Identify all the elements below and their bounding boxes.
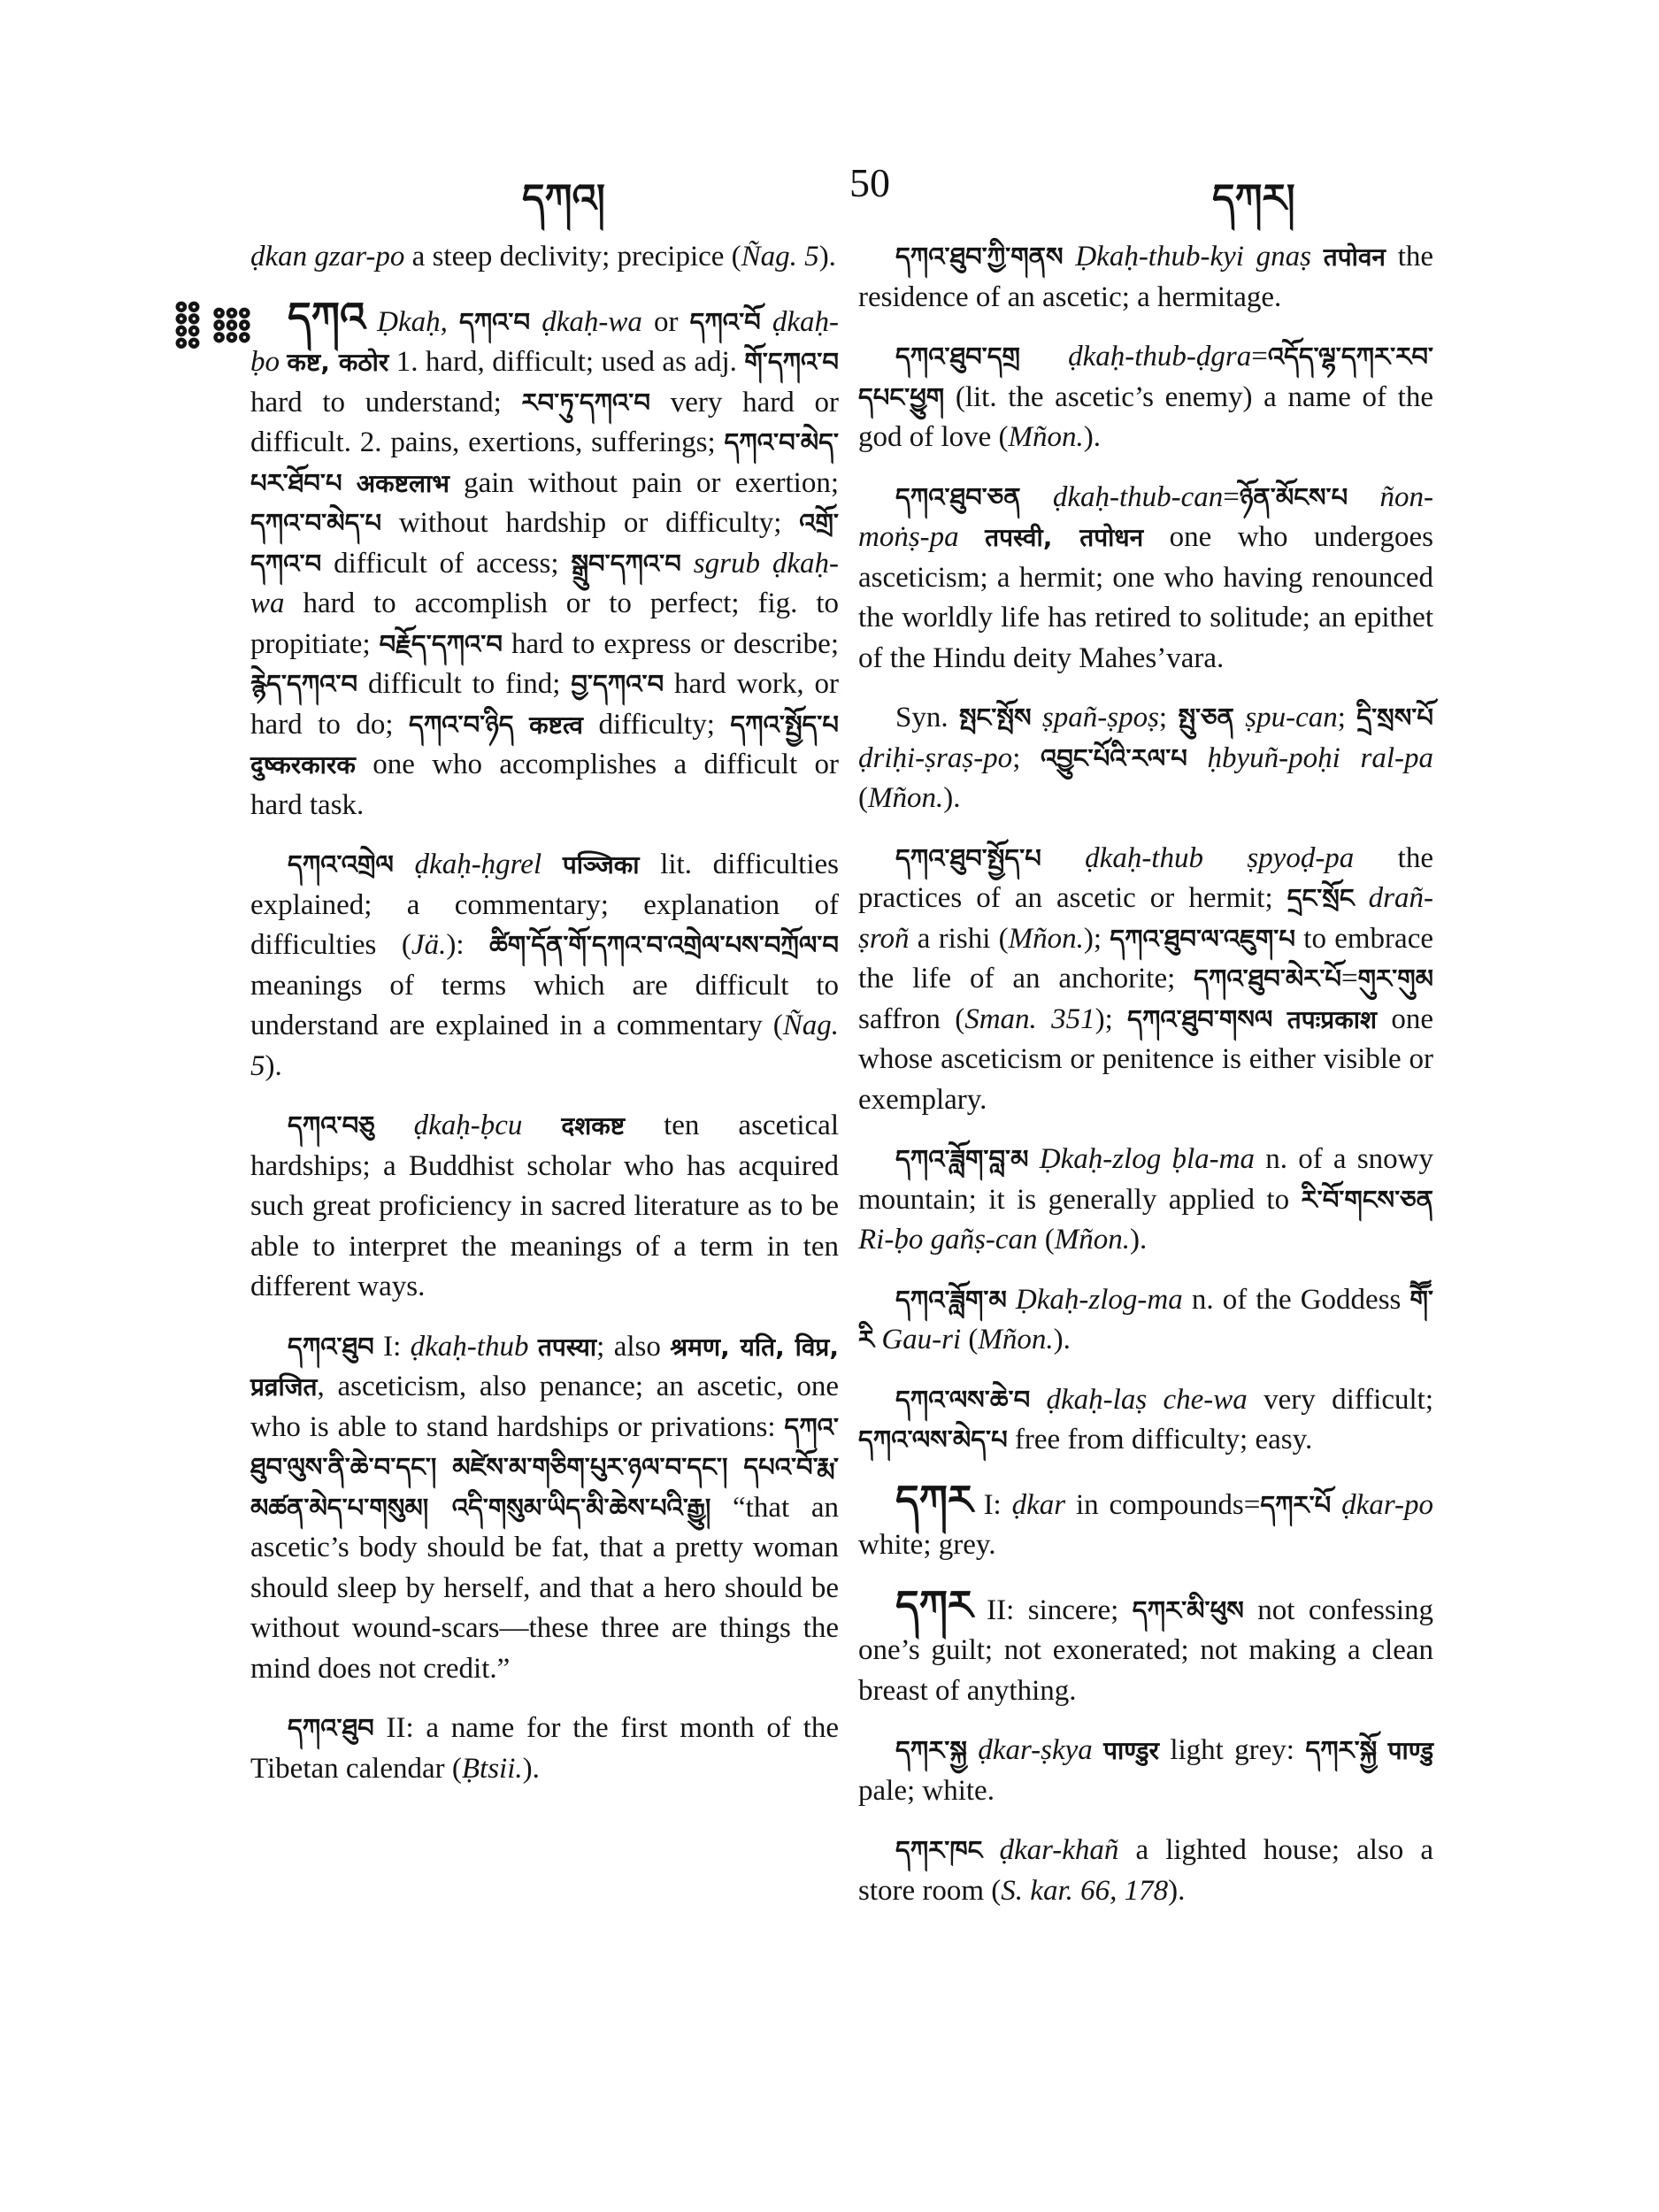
transliteration: ḍkaḥ-wa xyxy=(541,305,642,338)
tibetan-text: དཀའ་བཅུ xyxy=(288,1110,375,1141)
tibetan-text: འབྱུང་པོའི་རལ་པ xyxy=(1041,742,1187,773)
entry-text: or xyxy=(641,305,690,338)
sanskrit-text: दशकष्ट xyxy=(561,1111,626,1141)
transliteration: ḍriḥi-ṣraṣ-po xyxy=(858,741,1013,774)
entry-text: n. of the Goddess xyxy=(1182,1283,1410,1316)
source-reference: Mñon. xyxy=(1008,421,1084,453)
tibetan-text: དཀར་མི་ཕུས xyxy=(1132,1594,1244,1625)
entry-text: 1. hard, difficult; used as adj. xyxy=(388,346,745,378)
transliteration: Ḍkaḥ, xyxy=(377,305,448,338)
tibetan-text: དཀའ་ཐུབ་ཅན xyxy=(895,481,1021,512)
dictionary-entry-dkah-thub-can xyxy=(858,478,1433,680)
entry-text: one who undergoes asceticism; a hermit; one who having renounced the worldly life has retired to solitude; an epithet of the Hindu deity Mahes’vara. xyxy=(858,521,1433,674)
source-reference: Mñon. xyxy=(1054,1224,1131,1256)
dictionary-entry-syn xyxy=(858,698,1433,819)
tibetan-text: འགྲོ་དཀའ་བ xyxy=(250,508,839,579)
entry-text: ). xyxy=(1168,1874,1186,1907)
entry-text: to embrace the life of an anchorite; xyxy=(858,922,1433,995)
entry-text: = xyxy=(1223,480,1240,513)
dictionary-entry-dkah-thub-dgra xyxy=(858,337,1433,458)
entry-text: I: xyxy=(373,1330,411,1363)
tibetan-text: དཀའ་ཐུབ xyxy=(288,1713,374,1743)
entry-text: ; xyxy=(1158,702,1179,733)
tibetan-text: དཀའ་ཐུབ་མེར་པོ xyxy=(1194,964,1342,994)
entry-text xyxy=(1028,1143,1039,1175)
dictionary-entry-dkah-thub-spyod-pa xyxy=(858,839,1433,1121)
entry-text: hard to understand; xyxy=(250,386,522,419)
sanskrit-text: तपोवन xyxy=(1323,242,1386,272)
right-column xyxy=(858,237,1433,1931)
transliteration: Ri-ḅo gañṣ-can xyxy=(858,1224,1038,1256)
transliteration: ḍkar-ṣkya xyxy=(978,1734,1093,1766)
sanskrit-text: तपस्वी, तपोधन xyxy=(985,523,1144,552)
entry-text: ( xyxy=(961,1324,979,1356)
transliteration: ḍkan gzar-po xyxy=(250,241,405,273)
running-head-right: དཀར། xyxy=(1212,176,1295,221)
entry-text: hard to accomplish or to perfect; fig. to propitiate; xyxy=(250,588,839,660)
tibetan-text: དྲི་སྲས་པོ xyxy=(1356,703,1433,733)
entry-text: ). xyxy=(818,241,836,273)
entry-text: = xyxy=(1341,963,1358,995)
source-reference: Ñag. 5 xyxy=(741,241,819,273)
dictionary-entry-dkar-2 xyxy=(858,1580,1433,1712)
entry-text: in compounds= xyxy=(1065,1488,1261,1521)
left-column xyxy=(250,237,839,1809)
entry-text: ten ascetical hardships; a Buddhist scholar who has acquired such great proficiency in sacred literature as to be able to interpret the meanings of a term in ten different ways. xyxy=(250,1110,839,1302)
tibetan-text: གཽ་རི xyxy=(858,1284,1434,1355)
dictionary-entry-cont-1 xyxy=(250,237,839,278)
entry-text xyxy=(1187,742,1208,774)
transliteration: ḍkar xyxy=(1011,1488,1066,1521)
entry-text: a lighted house; also a store room ( xyxy=(858,1834,1433,1907)
entry-text: ; xyxy=(1337,702,1357,733)
entry-text xyxy=(1355,882,1369,914)
entry-text: ). xyxy=(1130,1224,1148,1256)
entry-text xyxy=(528,1331,537,1363)
entry-text xyxy=(1021,481,1053,513)
tibetan-text: དྲང་སྲོང xyxy=(1286,883,1355,913)
entry-text xyxy=(394,849,415,880)
tibetan-text: དཀར xyxy=(895,1580,973,1629)
dictionary-entry-dkah-hgrel xyxy=(250,845,839,1087)
tibetan-text: དཀའ་ཐུབ་ལ་འཇུག་པ xyxy=(1110,923,1295,954)
entry-text xyxy=(761,306,772,338)
entry-text xyxy=(514,709,530,741)
page-number: 50 xyxy=(849,160,890,205)
dictionary-entry-dkah-bcu xyxy=(250,1106,839,1308)
entry-text: pale; white. xyxy=(858,1774,995,1807)
entry-text: n. of a snowy mountain; it is generally applied to xyxy=(858,1143,1434,1216)
source-reference: Mñon. xyxy=(1008,922,1084,955)
entry-text: ); xyxy=(1094,1002,1128,1035)
entry-text: ; xyxy=(1012,741,1041,774)
sanskrit-text: तपस्या xyxy=(537,1332,597,1362)
tibetan-text: དཀའ་བ་མེད་པར་ཐོབ་པ xyxy=(250,427,839,498)
tibetan-text: སྤང་སྤོས xyxy=(958,703,1032,733)
tibetan-text: འདོད་ལྷ་དཀར་རབ་དཔང་ཕྱུག xyxy=(858,342,1433,412)
entry-text xyxy=(530,306,541,338)
sanskrit-text: अकष्टलाभ xyxy=(356,468,449,498)
source-reference: Ñag. 5 xyxy=(250,1010,839,1082)
transliteration: ḍkaḥ-ḅcu xyxy=(413,1110,523,1141)
transliteration: Ḍkaḥ-zlog ḅla-ma xyxy=(1039,1143,1255,1175)
entry-text: ( xyxy=(858,782,868,814)
entry-text: hard work, or hard to do; xyxy=(250,668,839,741)
entry-text: one whose asceticism or penitence is either visible or exemplary. xyxy=(858,1002,1433,1116)
transliteration: Ḍkaḥ-thub-kyi gnaṣ xyxy=(1075,241,1311,273)
entry-text: ). xyxy=(1083,421,1102,453)
transliteration: sgrub ḍkaḥ-wa xyxy=(250,547,840,619)
entry-text: ). xyxy=(943,782,961,814)
dictionary-entry-dkah-zlog-bla-ma xyxy=(858,1140,1433,1261)
entry-text: , asceticism, also penance; an ascetic, one who is able to stand hardships or privations: xyxy=(250,1371,839,1443)
entry-text xyxy=(1093,1734,1103,1766)
tibetan-text: དཀའ་ཟློག་བླ་མ xyxy=(895,1144,1029,1174)
transliteration: ḍkaḥ-ḥgrel xyxy=(414,849,542,880)
entry-text: I: xyxy=(972,1488,1012,1521)
entry-text xyxy=(375,1110,414,1141)
entry-text: meanings of terms which are difficult to understand are explained in a commentary ( xyxy=(250,969,839,1041)
source-reference: Mñon. xyxy=(868,782,944,814)
dictionary-entry-dkah-thub-2 xyxy=(250,1709,839,1789)
tibetan-text: དཀའ་ལས་མེད་པ xyxy=(858,1425,1008,1455)
tibetan-text: དཀར་པོ xyxy=(1260,1489,1332,1520)
entry-text: II: sincere; xyxy=(972,1594,1133,1626)
entry-text xyxy=(1032,702,1042,733)
transliteration: ḍkaḥ-thub-can xyxy=(1052,480,1224,513)
entry-text xyxy=(982,1834,999,1866)
tibetan-text: དཀའ་ཐུབ་དགྲ xyxy=(895,342,1020,372)
source-reference: Ḅtsii. xyxy=(461,1752,523,1785)
entry-text: ): xyxy=(446,929,490,961)
entry-text: ); xyxy=(1083,922,1110,955)
sanskrit-text: तपःप्रकाश xyxy=(1286,1004,1377,1034)
entry-text xyxy=(959,521,985,553)
transliteration: ḍkaḥ-thub xyxy=(410,1330,529,1363)
sanskrit-text: श्रमण, यति, विप्र, प्रव्रजित xyxy=(250,1332,839,1402)
tibetan-text: ཚིག་དོན་གོ་དཀའ་བ་འགྲེལ་པས་བཀྲོལ་བ xyxy=(489,930,839,960)
entry-text xyxy=(967,1734,978,1766)
entry-text xyxy=(681,548,694,580)
entry-text xyxy=(342,467,357,499)
dictionary-entry-dkah-las xyxy=(858,1380,1433,1461)
tibetan-text: དཀའ་བ་མེད་པ xyxy=(250,508,382,538)
sanskrit-text: कष्टत्व xyxy=(529,710,583,740)
tibetan-text: གུར་གུམ xyxy=(1357,964,1433,994)
entry-text xyxy=(1030,1384,1046,1416)
tibetan-text: དཀའ་བ xyxy=(458,306,531,337)
entry-text: ( xyxy=(1037,1224,1055,1256)
entry-text: (lit. the ascetic’s enemy) a name of the god of love ( xyxy=(858,380,1433,453)
tibetan-text: དཀར་སྐྱོ xyxy=(1305,1735,1378,1765)
transliteration: ḍkaḥ-laṣ che-wa xyxy=(1046,1383,1248,1416)
source-reference: S. kar. 66, 178 xyxy=(1001,1874,1169,1907)
transliteration: ḍkaḥ-thub-ḍgra xyxy=(1068,341,1252,373)
entry-text xyxy=(1234,702,1245,733)
tibetan-text: དཀར xyxy=(895,1475,973,1524)
transliteration: ṣpu-can xyxy=(1245,702,1338,733)
entry-text: very hard or difficult. 2. pains, exertions, sufferings; xyxy=(250,386,839,458)
tibetan-text: སྒྲུབ་དཀའ་བ xyxy=(571,548,681,579)
tibetan-text: དཀའ་བ་ཉིད xyxy=(409,709,514,740)
entry-text: saffron ( xyxy=(858,1002,965,1035)
dictionary-entry-dkah-thub-1 xyxy=(250,1327,839,1690)
tibetan-text: གོ་དཀའ་བ xyxy=(744,347,839,377)
entry-text: free from difficulty; easy. xyxy=(1007,1424,1313,1455)
entry-text: difficult to find; xyxy=(357,668,572,700)
entry-text: gain without pain or exertion; xyxy=(449,466,840,499)
running-head-left: དཀའ། xyxy=(522,176,605,221)
dictionary-entry-dkar-skya xyxy=(858,1731,1433,1811)
tibetan-text: དཀའ་ཐུབ xyxy=(288,1331,374,1362)
entry-text: “that an ascetic’s body should be fat, that a pretty woman should sleep by herself, and that a hero should be without wound-scars—these three are things the mind does not credit.” xyxy=(250,1491,839,1685)
tibetan-text: དཀའ་སྤྱོད་པ xyxy=(730,709,839,740)
entry-text xyxy=(365,306,377,338)
entry-text: light grey: xyxy=(1159,1734,1306,1766)
entry-text: hard to express or describe; xyxy=(502,627,839,660)
tibetan-text: དཀའ་ཐུབ་ལུས་ནི་ཆེ་བ་དང་། མཛེས་མ་གཅིག་པུར་ཉལ་བ་དང་། དཔའ་བོ་རྨ་མཚན་མེད་པ་གསུམ། འདི་གསུམ་ཡིད་མི་ཆེས་པའི་རྒྱུ། xyxy=(250,1411,839,1523)
entry-text: Syn. xyxy=(895,702,959,733)
tibetan-text: དཀའ xyxy=(288,292,365,341)
transliteration: ḍkaḥ-thub ṣpyoḍ-pa xyxy=(1085,841,1355,874)
margin-letter-mark: 𐄠𐄡 xyxy=(164,296,252,357)
tibetan-text: རི་བོ་གངས་ཅན xyxy=(1301,1184,1433,1215)
transliteration: ḥbyuñ-poḥi ral-pa xyxy=(1207,741,1433,774)
tibetan-text: དཀར་ཁང xyxy=(895,1835,983,1865)
entry-text xyxy=(522,1110,561,1141)
transliteration: Ḍkaḥ-zlog-ma xyxy=(1015,1283,1183,1316)
tibetan-text: དཀའ་འགྲེལ xyxy=(288,849,394,879)
sanskrit-text: पञ्जिका xyxy=(562,850,640,879)
transliteration: ḍkar-khañ xyxy=(999,1834,1119,1866)
entry-text: not confessing one’s guilt; not exonerated; not making a clean breast of anything. xyxy=(858,1594,1433,1707)
source-reference: Sman. 351 xyxy=(964,1002,1095,1035)
entry-text: one who accomplishes a difficult or hard task. xyxy=(250,749,839,821)
entry-text: the residence of an ascetic; a hermitage. xyxy=(858,241,1434,313)
sanskrit-text: पाण्डु xyxy=(1387,1736,1434,1765)
entry-text: a steep declivity; precipice ( xyxy=(404,241,741,273)
tibetan-text: བྱ་དཀའ་བ xyxy=(571,669,664,699)
entry-text: ). xyxy=(522,1752,540,1785)
transliteration: Gau-ri xyxy=(881,1324,962,1356)
entry-text xyxy=(1331,1489,1341,1521)
tibetan-text: ཉོན་མོངས་པ xyxy=(1239,481,1348,512)
entry-text: = xyxy=(1251,341,1268,373)
dictionary-entry-dkah-zlog-ma xyxy=(858,1280,1433,1361)
dictionary-entry-dkar-1 xyxy=(858,1475,1433,1566)
sanskrit-text: कष्ट, कठोर xyxy=(287,348,389,377)
tibetan-text: དཀའ་བོ xyxy=(689,306,761,337)
source-reference: Mñon. xyxy=(978,1324,1054,1356)
source-reference: Jä. xyxy=(411,929,447,961)
entry-text: very difficult; xyxy=(1247,1383,1433,1416)
transliteration: ñon-moṅṣ-pa xyxy=(858,480,1433,553)
tibetan-text: བརྗོད་དཀའ་བ xyxy=(379,628,503,659)
entry-text: the practices of an ascetic or hermit; xyxy=(858,841,1433,914)
tibetan-text: རྙེད་དཀའ་བ xyxy=(250,669,358,699)
entry-text: ). xyxy=(265,1049,282,1082)
dictionary-entry-dkah-thub-kyi-gnas xyxy=(858,237,1433,318)
entry-text: without hardship or difficulty; xyxy=(381,507,800,539)
entry-text: lit. difficulties explained; a commentary; explanation of difficulties ( xyxy=(250,849,839,961)
entry-text xyxy=(1377,1734,1387,1766)
sanskrit-text: पाण्डुर xyxy=(1103,1736,1159,1765)
entry-text xyxy=(1020,341,1068,373)
tibetan-text: དཀའ་ཐུབ་ཀྱི་གནས xyxy=(895,242,1064,272)
entry-text xyxy=(1311,241,1324,273)
dictionary-entry-dkah xyxy=(250,292,840,826)
entry-text: ). xyxy=(1053,1324,1071,1356)
transliteration: drañ-ṣroñ xyxy=(858,882,1434,955)
entry-text xyxy=(1348,481,1379,513)
transliteration: ḍkar-po xyxy=(1341,1488,1433,1521)
tibetan-text: དཀར་སྐྱ xyxy=(895,1735,967,1765)
tibetan-text: དཀའ་ཐུབ་སྤྱོད་པ xyxy=(895,842,1041,873)
dictionary-entry-dkar-khan xyxy=(858,1831,1433,1911)
entry-text xyxy=(1041,842,1085,874)
tibetan-text: དཀའ་ཐུབ་གསལ xyxy=(1127,1003,1273,1034)
entry-text xyxy=(1064,241,1076,273)
entry-text: a rishi ( xyxy=(909,922,1009,955)
sanskrit-text: दुष्करकारक xyxy=(250,750,356,780)
entry-text: II: a name for the first month of the Tibetan calendar ( xyxy=(250,1712,839,1785)
entry-text: ; also xyxy=(596,1330,671,1363)
entry-text: difficult of access; xyxy=(321,547,572,580)
entry-text: difficulty; xyxy=(582,708,731,741)
tibetan-text: སྤུ་ཅན xyxy=(1178,703,1234,733)
transliteration: ṣpañ-ṣpoṣ xyxy=(1041,702,1159,733)
entry-text xyxy=(448,306,459,338)
entry-text xyxy=(1007,1284,1016,1316)
entry-text xyxy=(1272,1003,1286,1035)
entry-text: white; grey. xyxy=(858,1529,996,1561)
tibetan-text: རབ་ཏུ་དཀའ་བ xyxy=(521,387,650,418)
tibetan-text: དཀའ་ལས་ཆེ་བ xyxy=(895,1384,1031,1415)
entry-text xyxy=(541,849,563,880)
transliteration: ḍkaḥ-ḅo xyxy=(250,305,839,378)
tibetan-text: དཀའ་ཟློག་མ xyxy=(895,1284,1007,1315)
